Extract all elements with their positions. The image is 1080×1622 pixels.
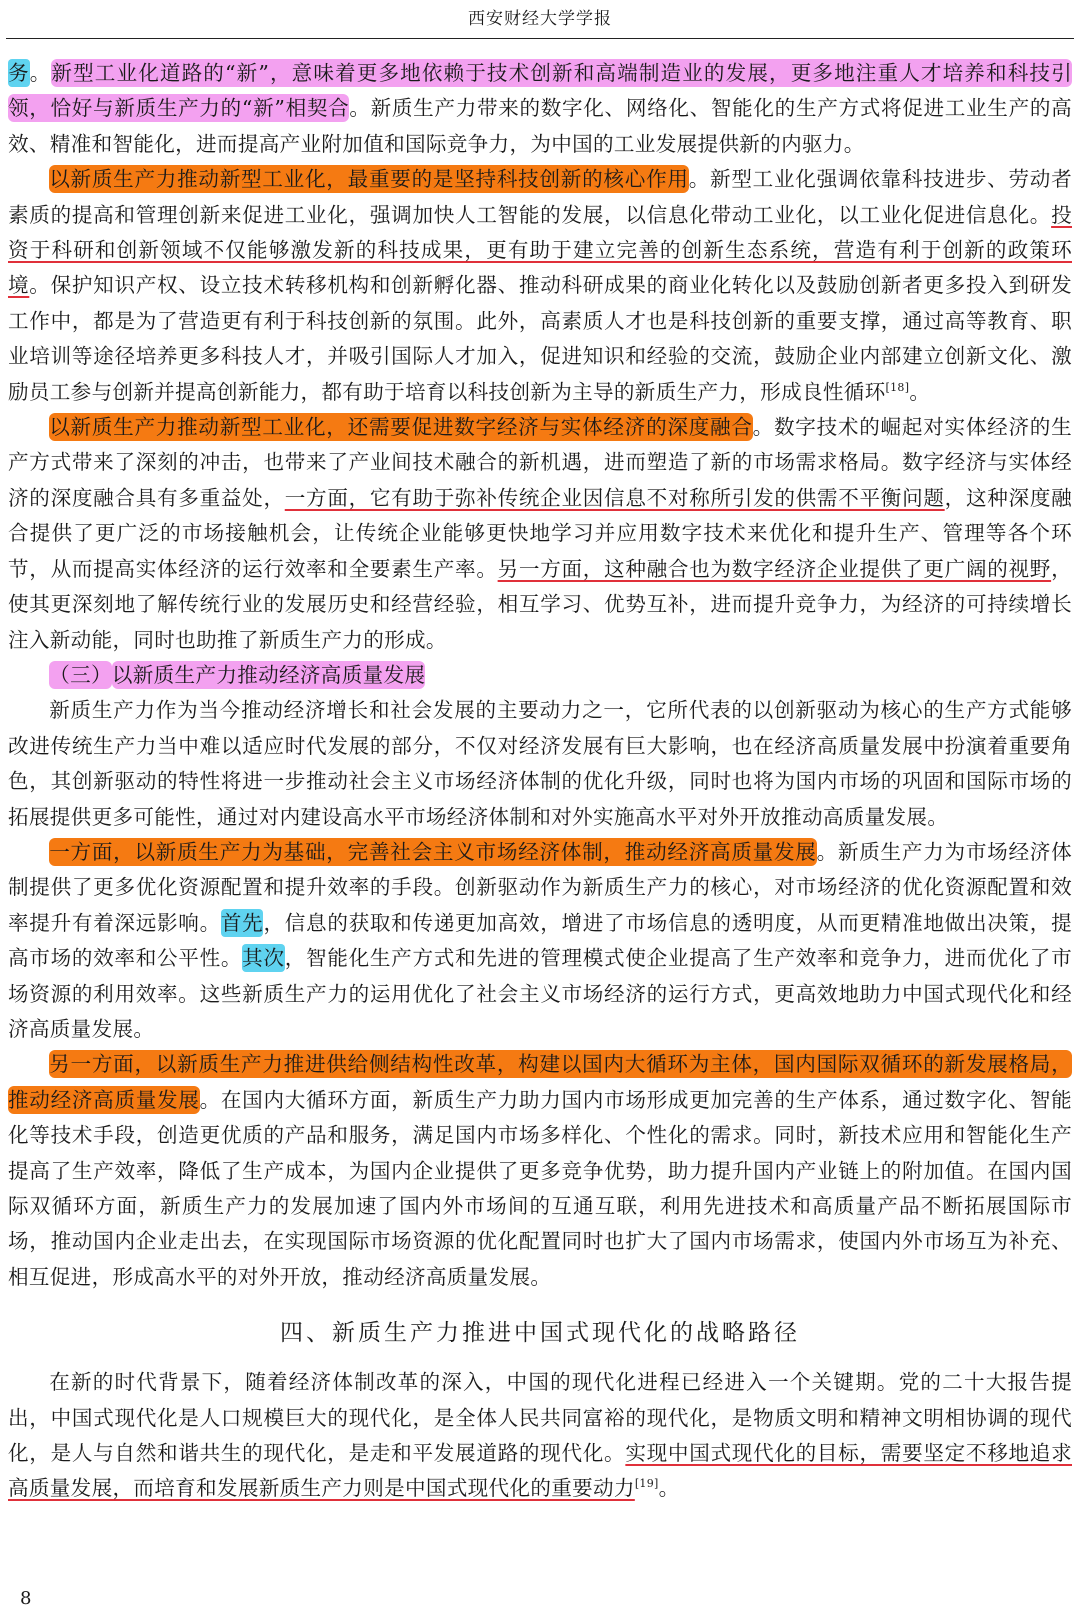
paragraph: [8, 162, 1072, 410]
highlight-orange: 另一方面，以新质生产力推进供给侧结构性改革，构建以国内大循环为主体，国内国际双循环的新发展格局，推动经济高质量发展: [8, 1052, 1072, 1112]
highlight-cyan: 其次: [242, 946, 285, 971]
highlight-orange: 以新质生产力推动新型工业化，最重要的是坚持科技创新的核心作用: [49, 167, 689, 192]
page-number: 8: [20, 1588, 32, 1609]
text-run: ，使其更深刻地了解传统行业的发展历史和经营经验，相互学习、优势互补，进而提升竞争力，为经济的可持续增长注入新动能，同时也助推了新质生产力的形成。: [8, 556, 1073, 652]
paragraph: [8, 410, 1072, 658]
text-run: 。: [658, 1476, 680, 1501]
text-run: 。数字技术的崛起对实体经济的生产方式带来了深刻的冲击，也带来了产业间技术融合的新机遇，进而塑造了新的市场需求格局。数字经济与实体经济的深度融合具有多重益处，: [8, 415, 1072, 510]
paragraph: [8, 835, 1072, 1047]
underline-red: 另一方面，这种融合也为数字经济企业提供了更广阔的视野: [497, 556, 1052, 581]
paragraph: 新质生产力作为当今推动经济增长和社会发展的主要动力之一，它所代表的以创新驱动为核心的生产方式能够改进传统生产力当中难以适应时代发展的部分，不仅对经济发展有巨大影响，也在经济高质量发展中扮演着重要角色，其创新驱动的特性将进一步推动社会主义市场经济体制的优化升级，同时也将为国内市场的巩固和国际市场的拓展提供更多可能性，通过对内建设高水平市场经济体制和对外实施高水平对外开放推动高质量发展。: [8, 698, 1072, 829]
underline-red: 投资于科研和创新领域不仅能够激发新的科技成果，更有助于建立完善的创新生态系统，营造有利于创新的政策环境: [8, 202, 1072, 298]
highlight-orange: 以新质生产力推动新型工业化，还需要促进数字经济与实体经济的深度融合: [49, 415, 753, 440]
subsection-title: 以新质生产力推动经济高质量发展: [111, 662, 426, 687]
subsection-number: （三）: [49, 662, 112, 687]
journal-title: 西安财经大学学报: [468, 9, 612, 29]
text-run: 。在国内大循环方面，新质生产力助力国内市场形成更加完善的生产体系，通过数字化、智能化等技术手段，创造更优质的产品和服务，满足国内市场多样化、个性化的需求。同时，新技术应用和智能化生产提高了生产效率，降低了生产成本，为国内企业提供了更多竞争优势，助力提升国内产业链上的附加值。在国内国际双循环方面，新质生产力的发展加速了国内外市场间的互通互联，利用先进技术和高质量产品不断拓展国际市场，推动国内企业走出去，在实现国际市场资源的优化配置同时也扩大了国内市场需求，使国内外市场互为补充、相互促进，形成高水平的对外开放，推动经济高质量发展。: [8, 1087, 1072, 1289]
running-header: [6, 0, 1074, 39]
text-run: ，智能化生产方式和先进的管理模式使企业提高了生产效率和竞争力，进而优化了市场资源的利用效率。这些新质生产力的运用优化了社会主义市场经济的运行方式，更高效地助力中国式现代化和经济高质量发展。: [8, 946, 1072, 1041]
text-run: ，这种深度融合提供了更广泛的市场接触机会，让传统企业能够更快地学习并应用数字技术来优化和提升生产、管理等各个环节，从而提高实体经济的运行效率和全要素生产率。: [8, 485, 1073, 581]
article-body: [8, 56, 1072, 1507]
text-run: 。: [909, 379, 931, 404]
section-heading: 四、新质生产力推进中国式现代化的战略路径: [280, 1320, 800, 1347]
citation: [19]: [634, 1477, 659, 1491]
highlight-cyan: 首先: [220, 910, 264, 935]
text-run: 在新的时代背景下，随着经济体制改革的深入，中国的现代化进程已经进入一个关键期。党的二十大报告提出，中国式现代化是人口规模巨大的现代化，是全体人民共同富裕的现代化，是物质文明和精神文明相协调的现代化，是人与自然和谐共生的现代化，是走和平发展道路的现代化。: [8, 1370, 1072, 1466]
citation: [18]: [885, 380, 910, 394]
paragraph: [8, 56, 1072, 162]
subsection-heading: [8, 658, 1072, 693]
paragraph: [8, 1047, 1072, 1295]
text-run: 。: [29, 61, 52, 85]
underline-red: 实现中国式现代化的目标，需要坚定不移地追求高质量发展，而培育和发展新质生产力则是中国式现代化的重要动力: [8, 1441, 1072, 1501]
highlight-cyan: 务: [8, 61, 30, 85]
text-run: 。新质生产力为市场经济体制提供了更多优化资源配置和提升效率的手段。创新驱动作为新质生产力的核心，对市场经济的优化资源配置和效率提升有着深远影响。: [8, 839, 1072, 935]
text-run: ，信息的获取和传递更加高效，增进了市场信息的透明度，从而更精准地做出决策，提高市场的效率和公平性。: [8, 910, 1072, 971]
text-run: 。新质生产力带来的数字化、网络化、智能化的生产方式将促进工业生产的高效、精准和智能化，进而提高产业附加值和国际竞争力，为中国的工业发展提供新的内驱力。: [8, 96, 1072, 156]
underline-red: 一方面，它有助于弥补传统企业因信息不对称所引发的供需不平衡问题: [284, 485, 945, 510]
highlight-orange: 一方面，以新质生产力为基础，完善社会主义市场经济体制，推动经济高质量发展: [49, 839, 817, 864]
text-run: 。新型工业化强调依靠科技进步、劳动者素质的提高和管理创新来促进工业化，强调加快人工智能的发展，以信息化带动工业化，以工业化促进信息化。: [8, 167, 1072, 227]
text-run: 。保护知识产权、设立技术转移机构和创新孵化器、推动科研成果的商业化转化以及鼓励创新者更多投入到研发工作中，都是为了营造更有利于科技创新的氛围。此外，高素质人才也是科技创新的重要支撑，通过高等教育、职业培训等途径培养更多科技人才，并吸引国际人才加入，促进知识和经验的交流，鼓励企业内部建立创新文化、激励员工参与创新并提高创新能力，都有助于培育以科技创新为主导的新质生产力，形成良性循环: [8, 273, 1072, 404]
paragraph: [8, 1365, 1072, 1507]
highlight-pink: 新型工业化道路的“新”，意味着更多地依赖于技术创新和高端制造业的发展，更多地注重人才培养和科技引领，恰好与新质生产力的“新”相契合: [8, 61, 1072, 121]
